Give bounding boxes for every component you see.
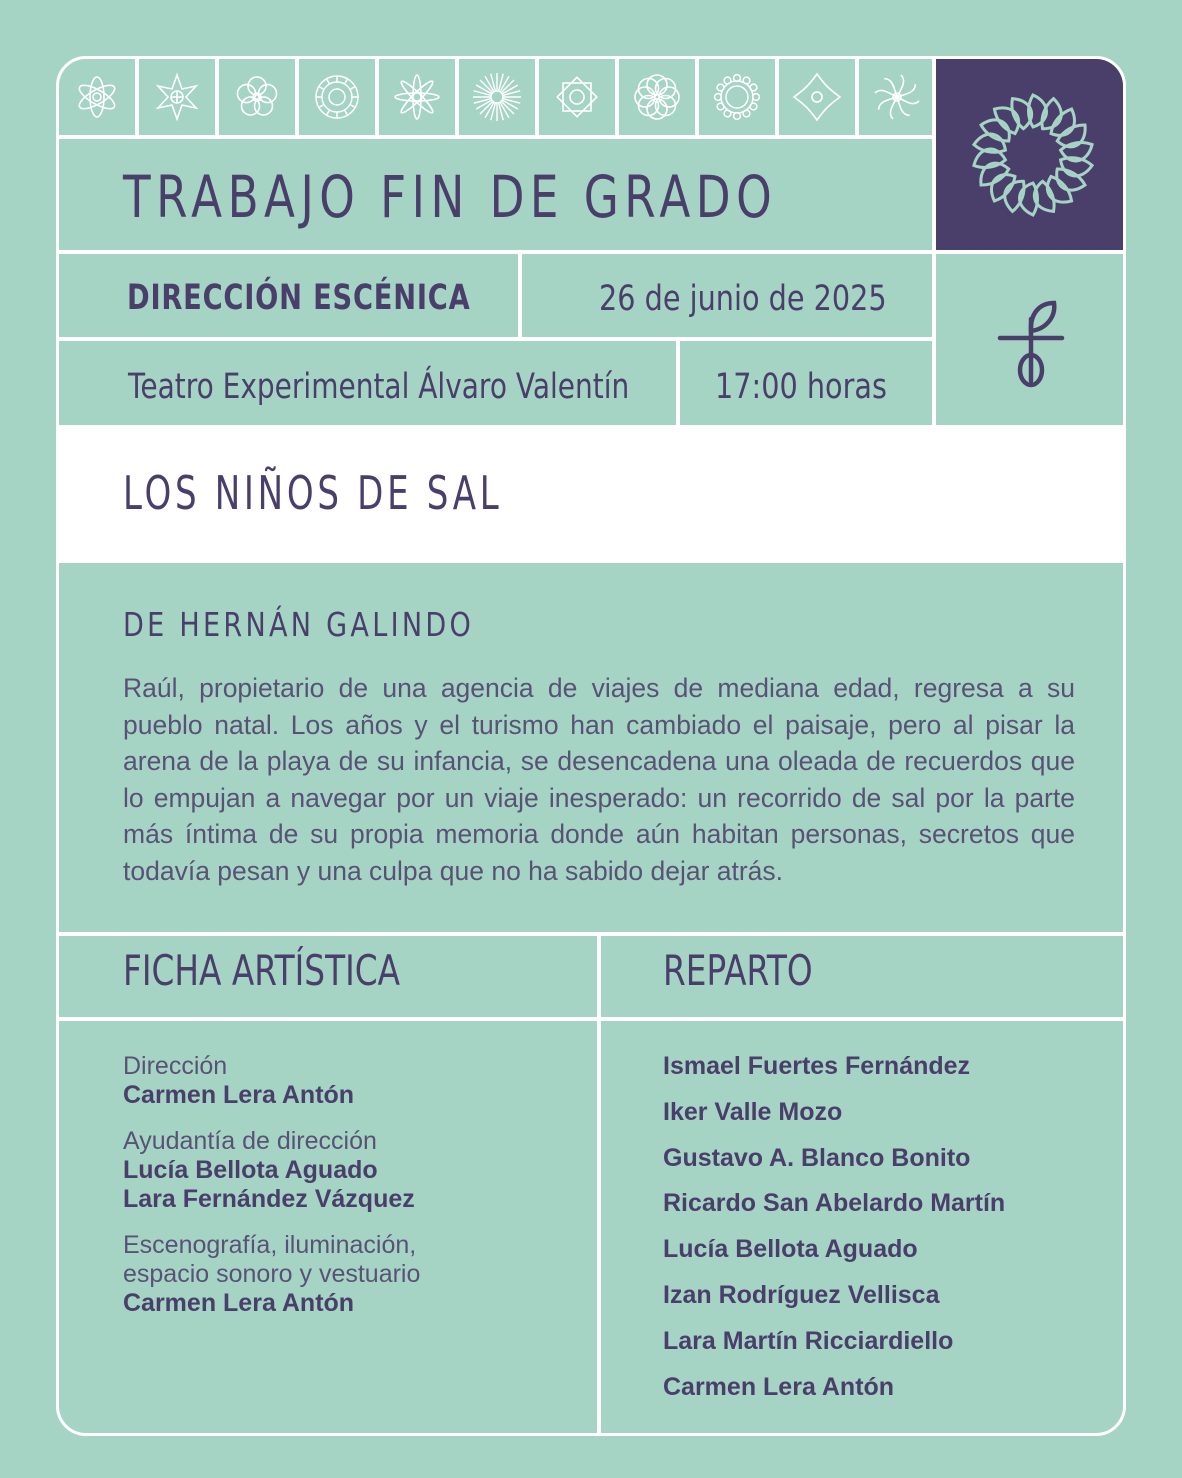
venue-label: Teatro Experimental Álvaro Valentín	[128, 367, 630, 407]
diamond-flower-icon	[779, 59, 855, 135]
play-synopsis: Raúl, propietario de una agencia de viajes de mediana edad, regresa a su pueblo natal. Los años y el turismo han cambiado el paisaje, pero al pisar la arena de la playa de su infancia, se desencadena una oleada de recuerdos que lo empujan a navegar por un viaje inesperado: un recorrido de sal por la parte más íntima de su propia memoria donde aún habitan personas, secretos que todavía pesan y una culpa que no ha sabido dejar atrás.	[123, 673, 1075, 886]
cast-member: Ricardo San Abelardo Martín	[663, 1189, 1006, 1218]
sunburst-icon	[459, 59, 535, 135]
reparto-heading: REPARTO	[663, 946, 813, 995]
flower-8-icon	[619, 59, 695, 135]
cast-member: Carmen Lera Antón	[663, 1372, 895, 1401]
cast-member: Gustavo A. Blanco Bonito	[663, 1143, 971, 1172]
logo-box	[936, 59, 1126, 250]
credit-name: Carmen Lera Antón	[123, 1289, 355, 1317]
program-card	[56, 56, 1126, 1436]
specialty-label: DIRECCIÓN ESCÉNICA	[127, 278, 471, 318]
credit-group	[123, 1231, 593, 1318]
flower-9-icon	[699, 59, 775, 135]
credit-group	[123, 1052, 593, 1110]
event-date: 26 de junio de 2025	[599, 279, 887, 319]
event-time: 17:00 horas	[715, 367, 887, 407]
flower-7-icon	[539, 59, 615, 135]
credit-role: Escenografía, iluminación,	[123, 1231, 417, 1259]
play-author: DE HERNÁN GALINDO	[123, 605, 475, 644]
credit-name: Lara Fernández Vázquez	[123, 1185, 415, 1213]
play-title: LOS NIÑOS DE SAL	[123, 466, 503, 520]
flower-1-icon	[59, 59, 135, 135]
cast-list	[663, 1049, 1005, 1415]
flower-2-icon	[139, 59, 215, 135]
flower-4-icon	[299, 59, 375, 135]
cast-member: Ismael Fuertes Fernández	[663, 1052, 971, 1080]
credit-role: espacio sonoro y vestuario	[123, 1260, 421, 1288]
pinwheel-icon	[859, 59, 935, 135]
cast-member: Iker Valle Mozo	[663, 1097, 843, 1126]
cast-member: Lucía Bellota Aguado	[663, 1235, 918, 1264]
credit-name: Lucía Bellota Aguado	[123, 1156, 378, 1184]
credit-role: Dirección	[123, 1052, 228, 1080]
flower-3-icon	[219, 59, 295, 135]
sprout-icon	[994, 289, 1068, 395]
spiral-rosette-icon	[966, 88, 1100, 222]
event-title: TRABAJO FIN DE GRADO	[123, 163, 778, 231]
ficha-list	[123, 1052, 593, 1335]
cast-member: Lara Martín Ricciardiello	[663, 1326, 954, 1355]
credit-group	[123, 1127, 593, 1214]
cast-member: Izan Rodríguez Vellisca	[663, 1280, 940, 1309]
ficha-heading: FICHA ARTÍSTICA	[123, 946, 401, 995]
credit-name: Carmen Lera Antón	[123, 1081, 355, 1109]
flower-5-icon	[379, 59, 455, 135]
credit-role: Ayudantía de dirección	[123, 1127, 377, 1155]
